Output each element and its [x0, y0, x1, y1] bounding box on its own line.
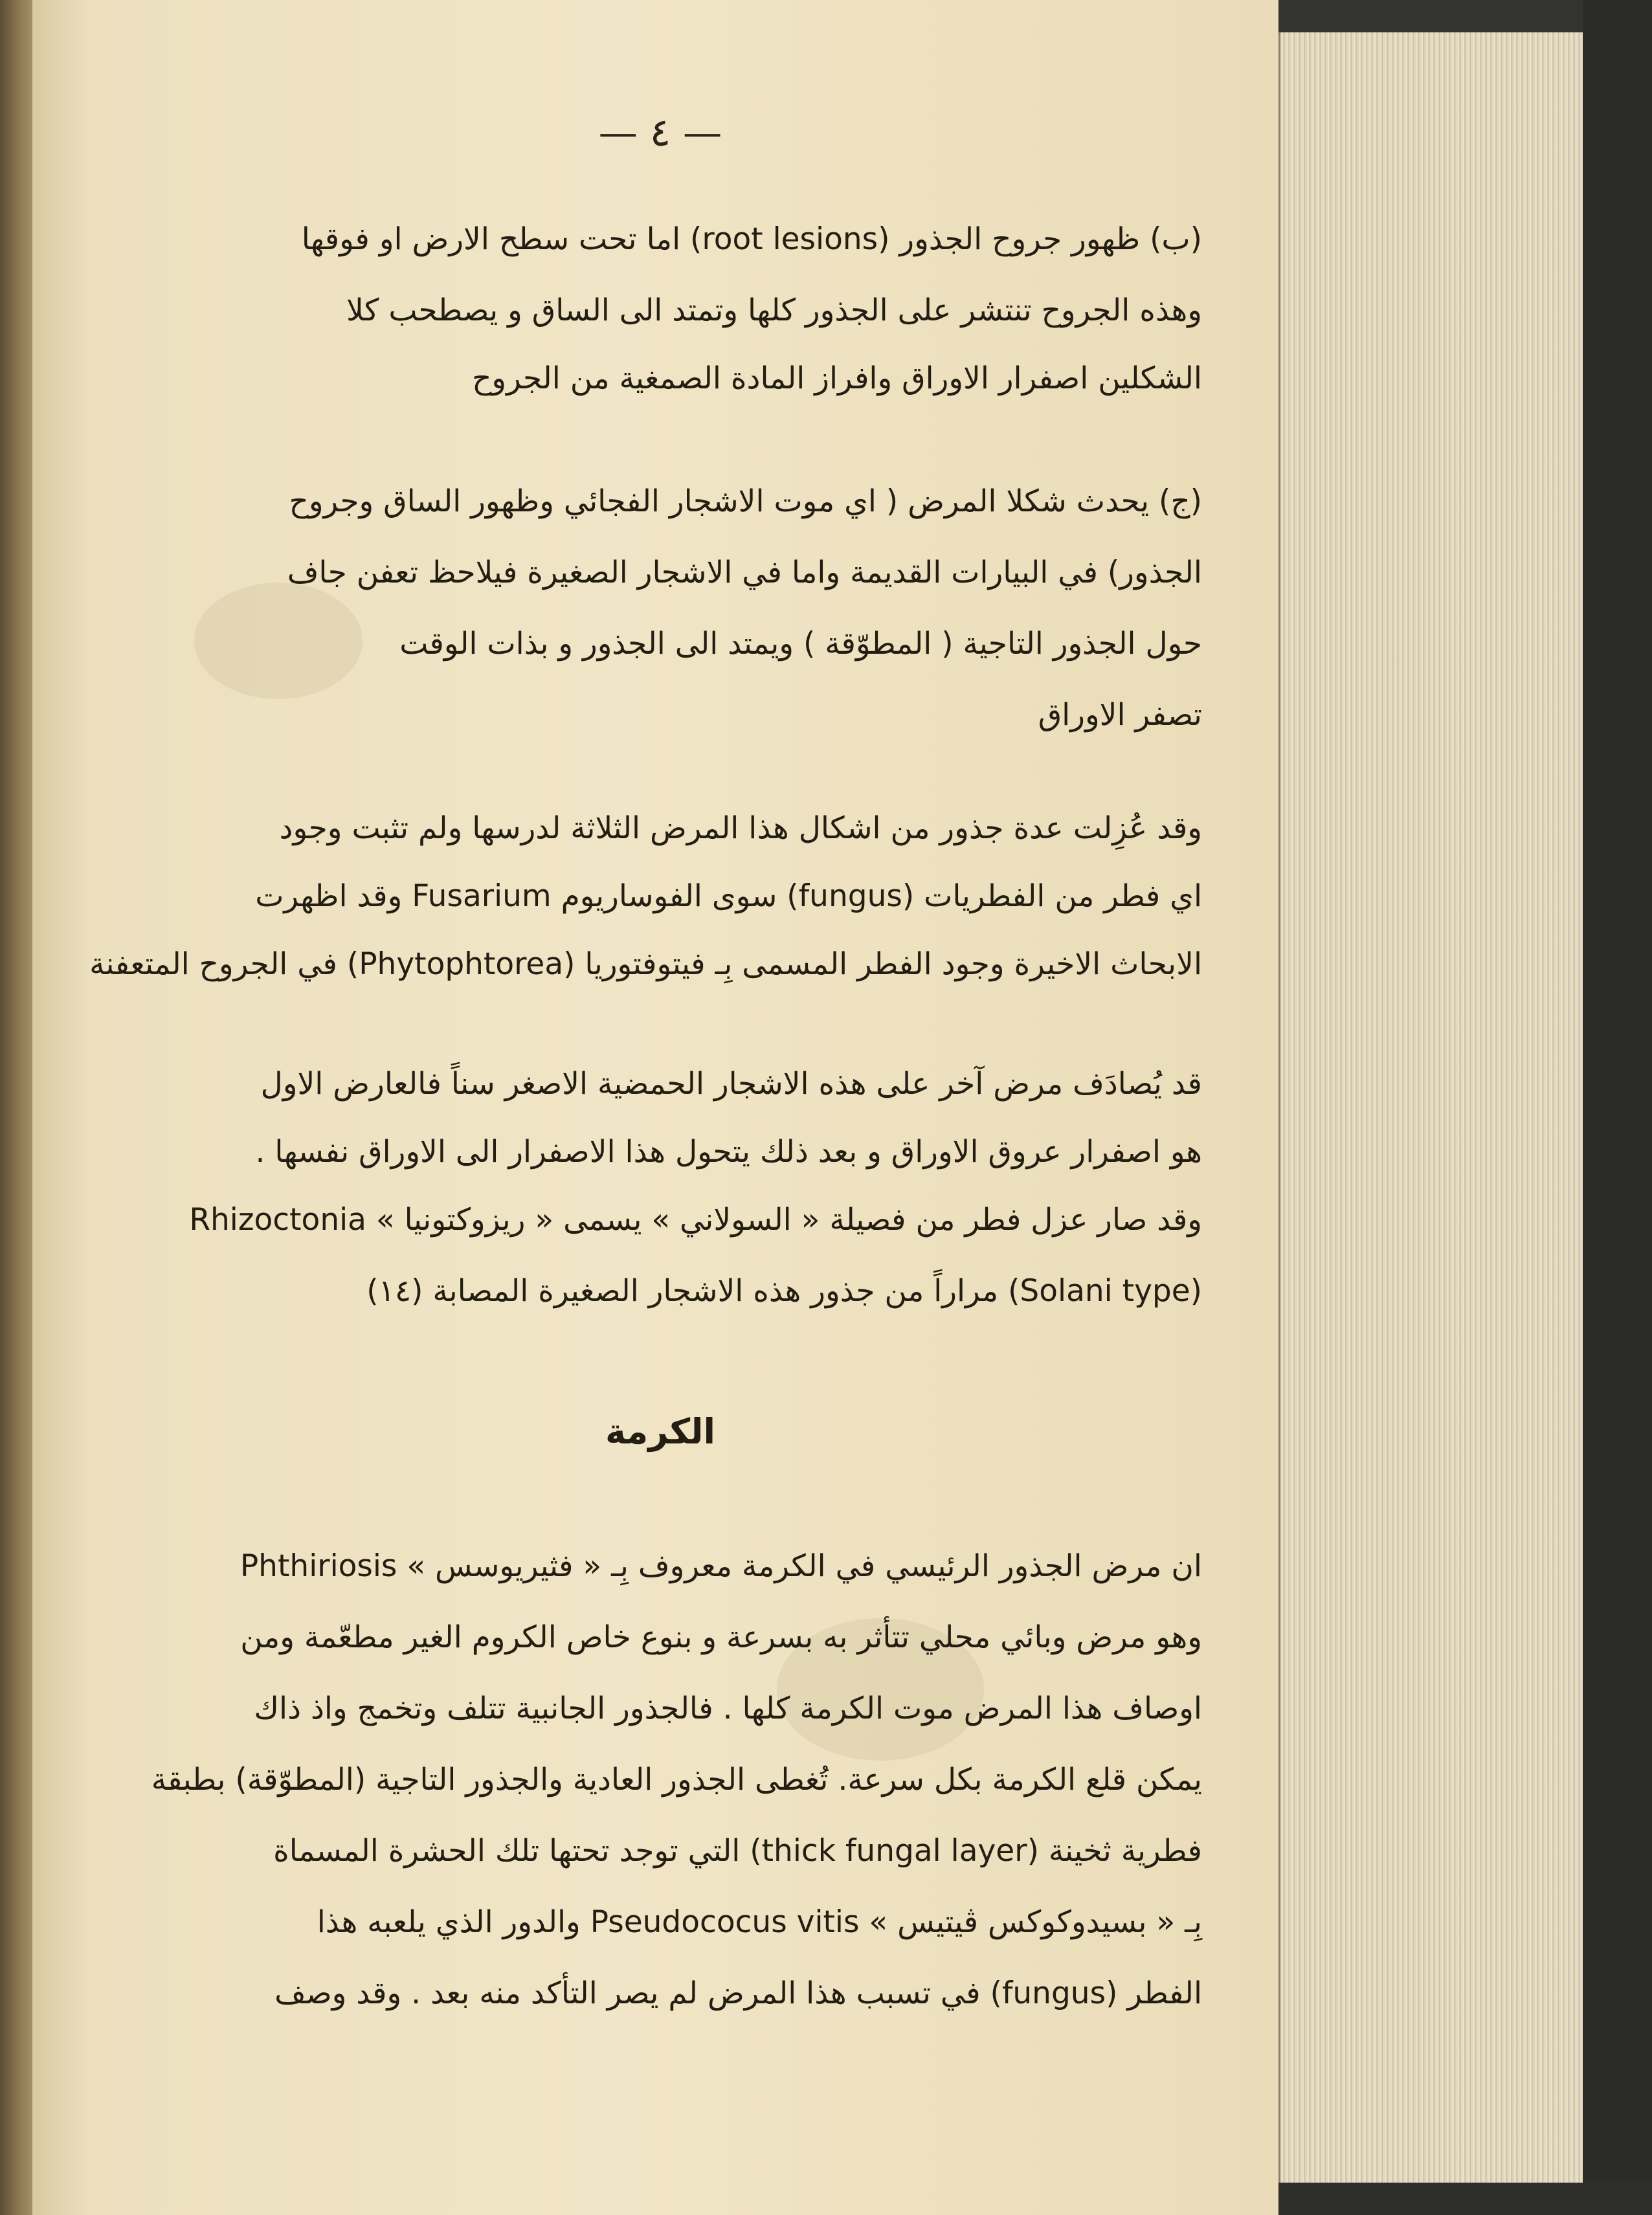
paragraph-3-line-4: يمكن قلع الكرمة بكل سرعة. تُغطى الجذور العادية والجذور التاجية (المطوّقة) بطبقة	[151, 1762, 1202, 1798]
paragraph-2-line-2: هو اصفرار عروق الاوراق و بعد ذلك يتحول هذا الاصفرار الى الاوراق نفسها .	[255, 1134, 1202, 1170]
paragraph-1-line-1: وقد عُزِلت عدة جذور من اشكال هذا المرض الثلاثة لدرسها ولم تثبت وجود	[279, 810, 1202, 846]
paragraph-3-line-1: ان مرض الجذور الرئيسي في الكرمة معروف بِـ « فثيريوسس » Phthiriosis	[240, 1548, 1202, 1584]
book-cover-right	[1583, 0, 1652, 2215]
paragraph-3-line-6: بِـ « بسيدوكوكس ڤيتيس » Pseudococus vitis والدور الذي يلعبه هذا	[317, 1904, 1202, 1940]
book-cover-bottom	[1278, 2183, 1652, 2215]
paragraph-1-line-2: اي فطر من الفطريات (fungus) سوى الفوساريوم Fusarium وقد اظهرت	[255, 878, 1202, 914]
paragraph-2-line-4: (Solani type) مراراً من جذور هذه الاشجار الصغيرة المصابة (١٤)	[366, 1273, 1202, 1309]
paragraph-3-line-7: الفطر (fungus) في تسبب هذا المرض لم يصر التأكد منه بعد . وقد وصف	[274, 1976, 1202, 2011]
item-j-line-3: حول الجذور التاجية ( المطوّقة ) ويمتد الى الجذور و بذات الوقت	[399, 626, 1202, 662]
page-number: — ٤ —	[598, 110, 722, 155]
paragraph-3-line-2: وهو مرض وبائي محلي تتأثر به بسرعة و بنوع خاص الكروم الغير مطعّمة ومن	[240, 1620, 1202, 1655]
item-j-line-4: تصفر الاوراق	[1038, 697, 1202, 733]
paragraph-3-line-3: اوصاف هذا المرض موت الكرمة كلها . فالجذور الجانبية تتلف وتخمج واذ ذاك	[254, 1691, 1202, 1726]
item-j-line-1: (ج) يحدث شكلا المرض ( اي موت الاشجار الفجائي وظهور الساق وجروح	[289, 484, 1202, 519]
paragraph-2-line-1: قد يُصادَف مرض آخر على هذه الاشجار الحمضية الاصغر سناً فالعارض الاول	[260, 1066, 1202, 1102]
page-edges	[1278, 32, 1585, 2188]
paragraph-1-line-3: الابحاث الاخيرة وجود الفطر المسمى بِـ فيتوفتوريا (Phytophtorea) في الجروح المتعفنة	[89, 946, 1202, 982]
item-b-line-3: الشكلين اصفرار الاوراق وافراز المادة الصمغية من الجروح	[472, 361, 1202, 396]
item-b-line-2: وهذه الجروح تنتشر على الجذور كلها وتمتد الى الساق و يصطحب كلا	[346, 293, 1202, 328]
item-b-line-1: (ب) ظهور جروح الجذور (root lesions) اما تحت سطح الارض او فوقها	[301, 221, 1202, 257]
paragraph-3-line-5: فطرية ثخينة (thick fungal layer) التي توجد تحتها تلك الحشرة المسماة	[273, 1833, 1202, 1869]
section-heading: الكرمة	[605, 1411, 715, 1452]
paragraph-2-line-3: وقد صار عزل فطر من فصيلة « السولاني » يسمى « ريزوكتونيا » Rhizoctonia	[189, 1202, 1202, 1238]
item-j-line-2: الجذور) في البيارات القديمة واما في الاشجار الصغيرة فيلاحظ تعفن جاف	[287, 555, 1202, 590]
